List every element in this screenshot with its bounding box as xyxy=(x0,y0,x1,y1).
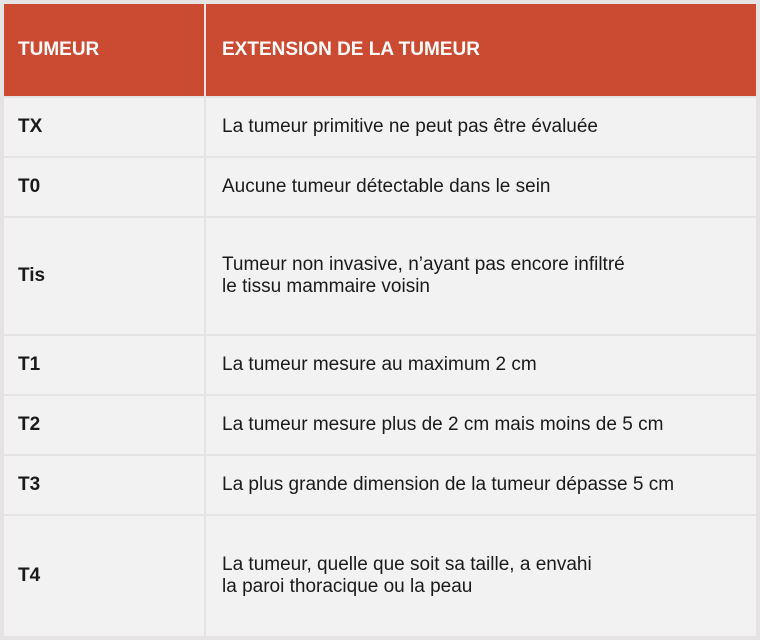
row-code-t1: T1 xyxy=(4,336,204,394)
row-description-t2: La tumeur mesure plus de 2 cm mais moins de 5 cm xyxy=(206,396,756,454)
row-description-tx: La tumeur primitive ne peut pas être évaluée xyxy=(206,98,756,156)
row-description-t0: Aucune tumeur détectable dans le sein xyxy=(206,158,756,216)
tumor-extension-table xyxy=(4,4,756,636)
row-description-tis: Tumeur non invasive, n’ayant pas encore infiltré le tissu mammaire voisin xyxy=(206,218,756,334)
column-header-tumor: TUMEUR xyxy=(4,4,204,96)
row-code-t4: T4 xyxy=(4,516,204,636)
row-code-tx: TX xyxy=(4,98,204,156)
row-code-t2: T2 xyxy=(4,396,204,454)
row-description-t4: La tumeur, quelle que soit sa taille, a envahi la paroi thoracique ou la peau xyxy=(206,516,756,636)
row-code-tis: Tis xyxy=(4,218,204,334)
row-code-t0: T0 xyxy=(4,158,204,216)
row-description-t1: La tumeur mesure au maximum 2 cm xyxy=(206,336,756,394)
column-header-extension: EXTENSION DE LA TUMEUR xyxy=(206,4,756,96)
row-code-t3: T3 xyxy=(4,456,204,514)
row-description-t3: La plus grande dimension de la tumeur dépasse 5 cm xyxy=(206,456,756,514)
